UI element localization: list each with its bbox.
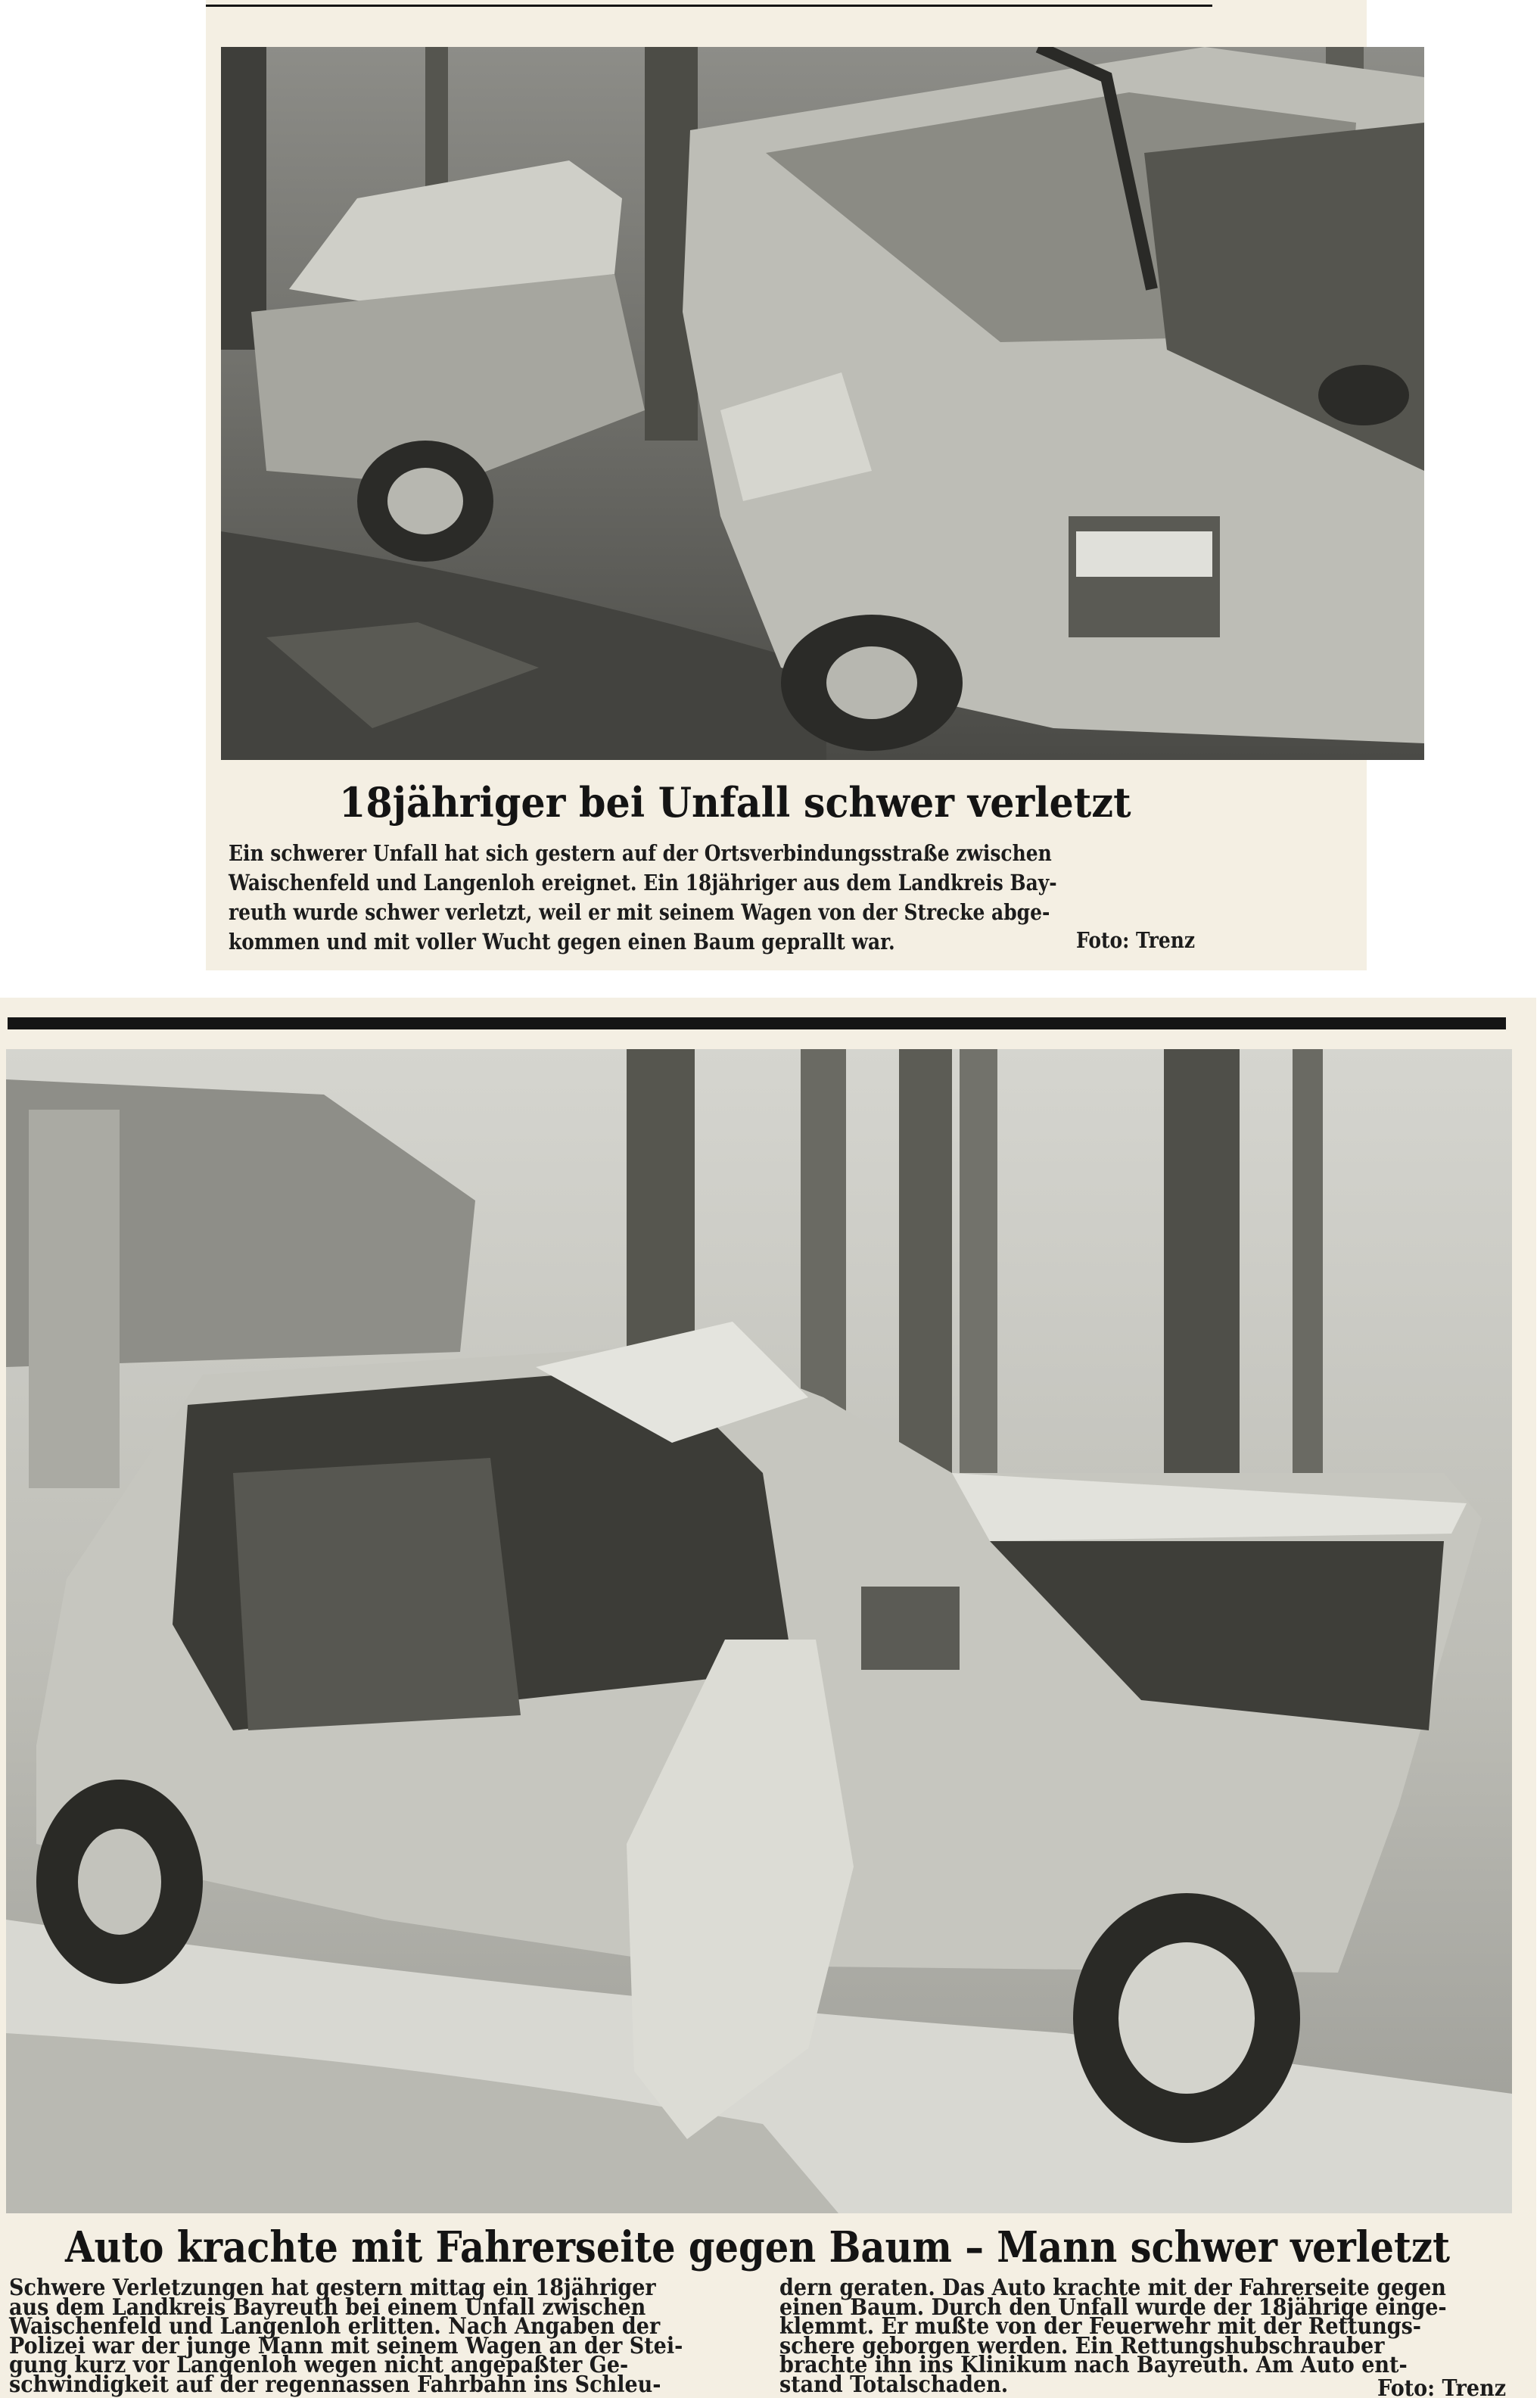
crash-photo-bottom	[6, 1049, 1512, 2213]
article-line: einen Baum. Durch den Unfall wurde der 18jährige einge-	[779, 2294, 1447, 2321]
crashed-car-side-view-image	[6, 1049, 1512, 2213]
crashed-car-rear-view-image	[221, 47, 1424, 760]
caption-top-line: kommen und mit voller Wucht gegen einen Baum geprallt war.	[229, 929, 895, 955]
article-line: schere geborgen werden. Ein Rettungshubschrauber	[779, 2332, 1385, 2359]
article-line: Schwere Verletzungen hat gestern mittag ein 18jähriger	[9, 2275, 656, 2301]
clipping-bottom-rule	[8, 1017, 1506, 1029]
caption-top-line: reuth wurde schwer verletzt, weil er mit seinem Wagen von der Strecke abge-	[229, 899, 1050, 925]
article-line: gung kurz vor Langenloh wegen nicht angepaßter Ge-	[9, 2352, 629, 2378]
article-line: brachte ihn ins Klinikum nach Bayreuth. Am Auto ent-	[779, 2352, 1408, 2378]
caption-top-line: Waischenfeld und Langenloh ereignet. Ein 18jähriger aus dem Landkreis Bay-	[229, 870, 1057, 895]
article-line: dern geraten. Das Auto krachte mit der Fahrerseite gegen	[779, 2275, 1446, 2301]
headline-top: 18jähriger bei Unfall schwer verletzt	[339, 778, 1131, 827]
article-line: aus dem Landkreis Bayreuth bei einem Unfall zwischen	[9, 2294, 646, 2321]
headline-bottom: Auto krachte mit Fahrerseite gegen Baum – Mann schwer verletzt	[65, 2222, 1450, 2272]
crash-photo-top	[221, 47, 1424, 760]
article-line: Waischenfeld und Langenloh erlitten. Nach Angaben der	[9, 2313, 661, 2340]
article-line: stand Totalschaden.	[779, 2371, 1009, 2398]
article-line: schwindigkeit auf der regennassen Fahrbahn ins Schleu-	[9, 2371, 661, 2398]
clipping-top-rule	[206, 5, 1212, 7]
article-line: klemmt. Er mußte von der Feuerwehr mit der Rettungs-	[779, 2313, 1421, 2340]
article-line: Polizei war der junge Mann mit seinem Wagen an der Stei-	[9, 2332, 683, 2359]
photo-credit-bottom: Foto: Trenz	[1377, 2375, 1507, 2398]
photo-credit-top: Foto: Trenz	[1076, 927, 1196, 953]
caption-top-line: Ein schwerer Unfall hat sich gestern auf der Ortsverbindungsstraße zwischen	[229, 840, 1052, 866]
article-column-left	[9, 2275, 758, 2398]
newspaper-clipping-top	[206, 0, 1367, 970]
newspaper-clipping-bottom	[0, 998, 1536, 2398]
